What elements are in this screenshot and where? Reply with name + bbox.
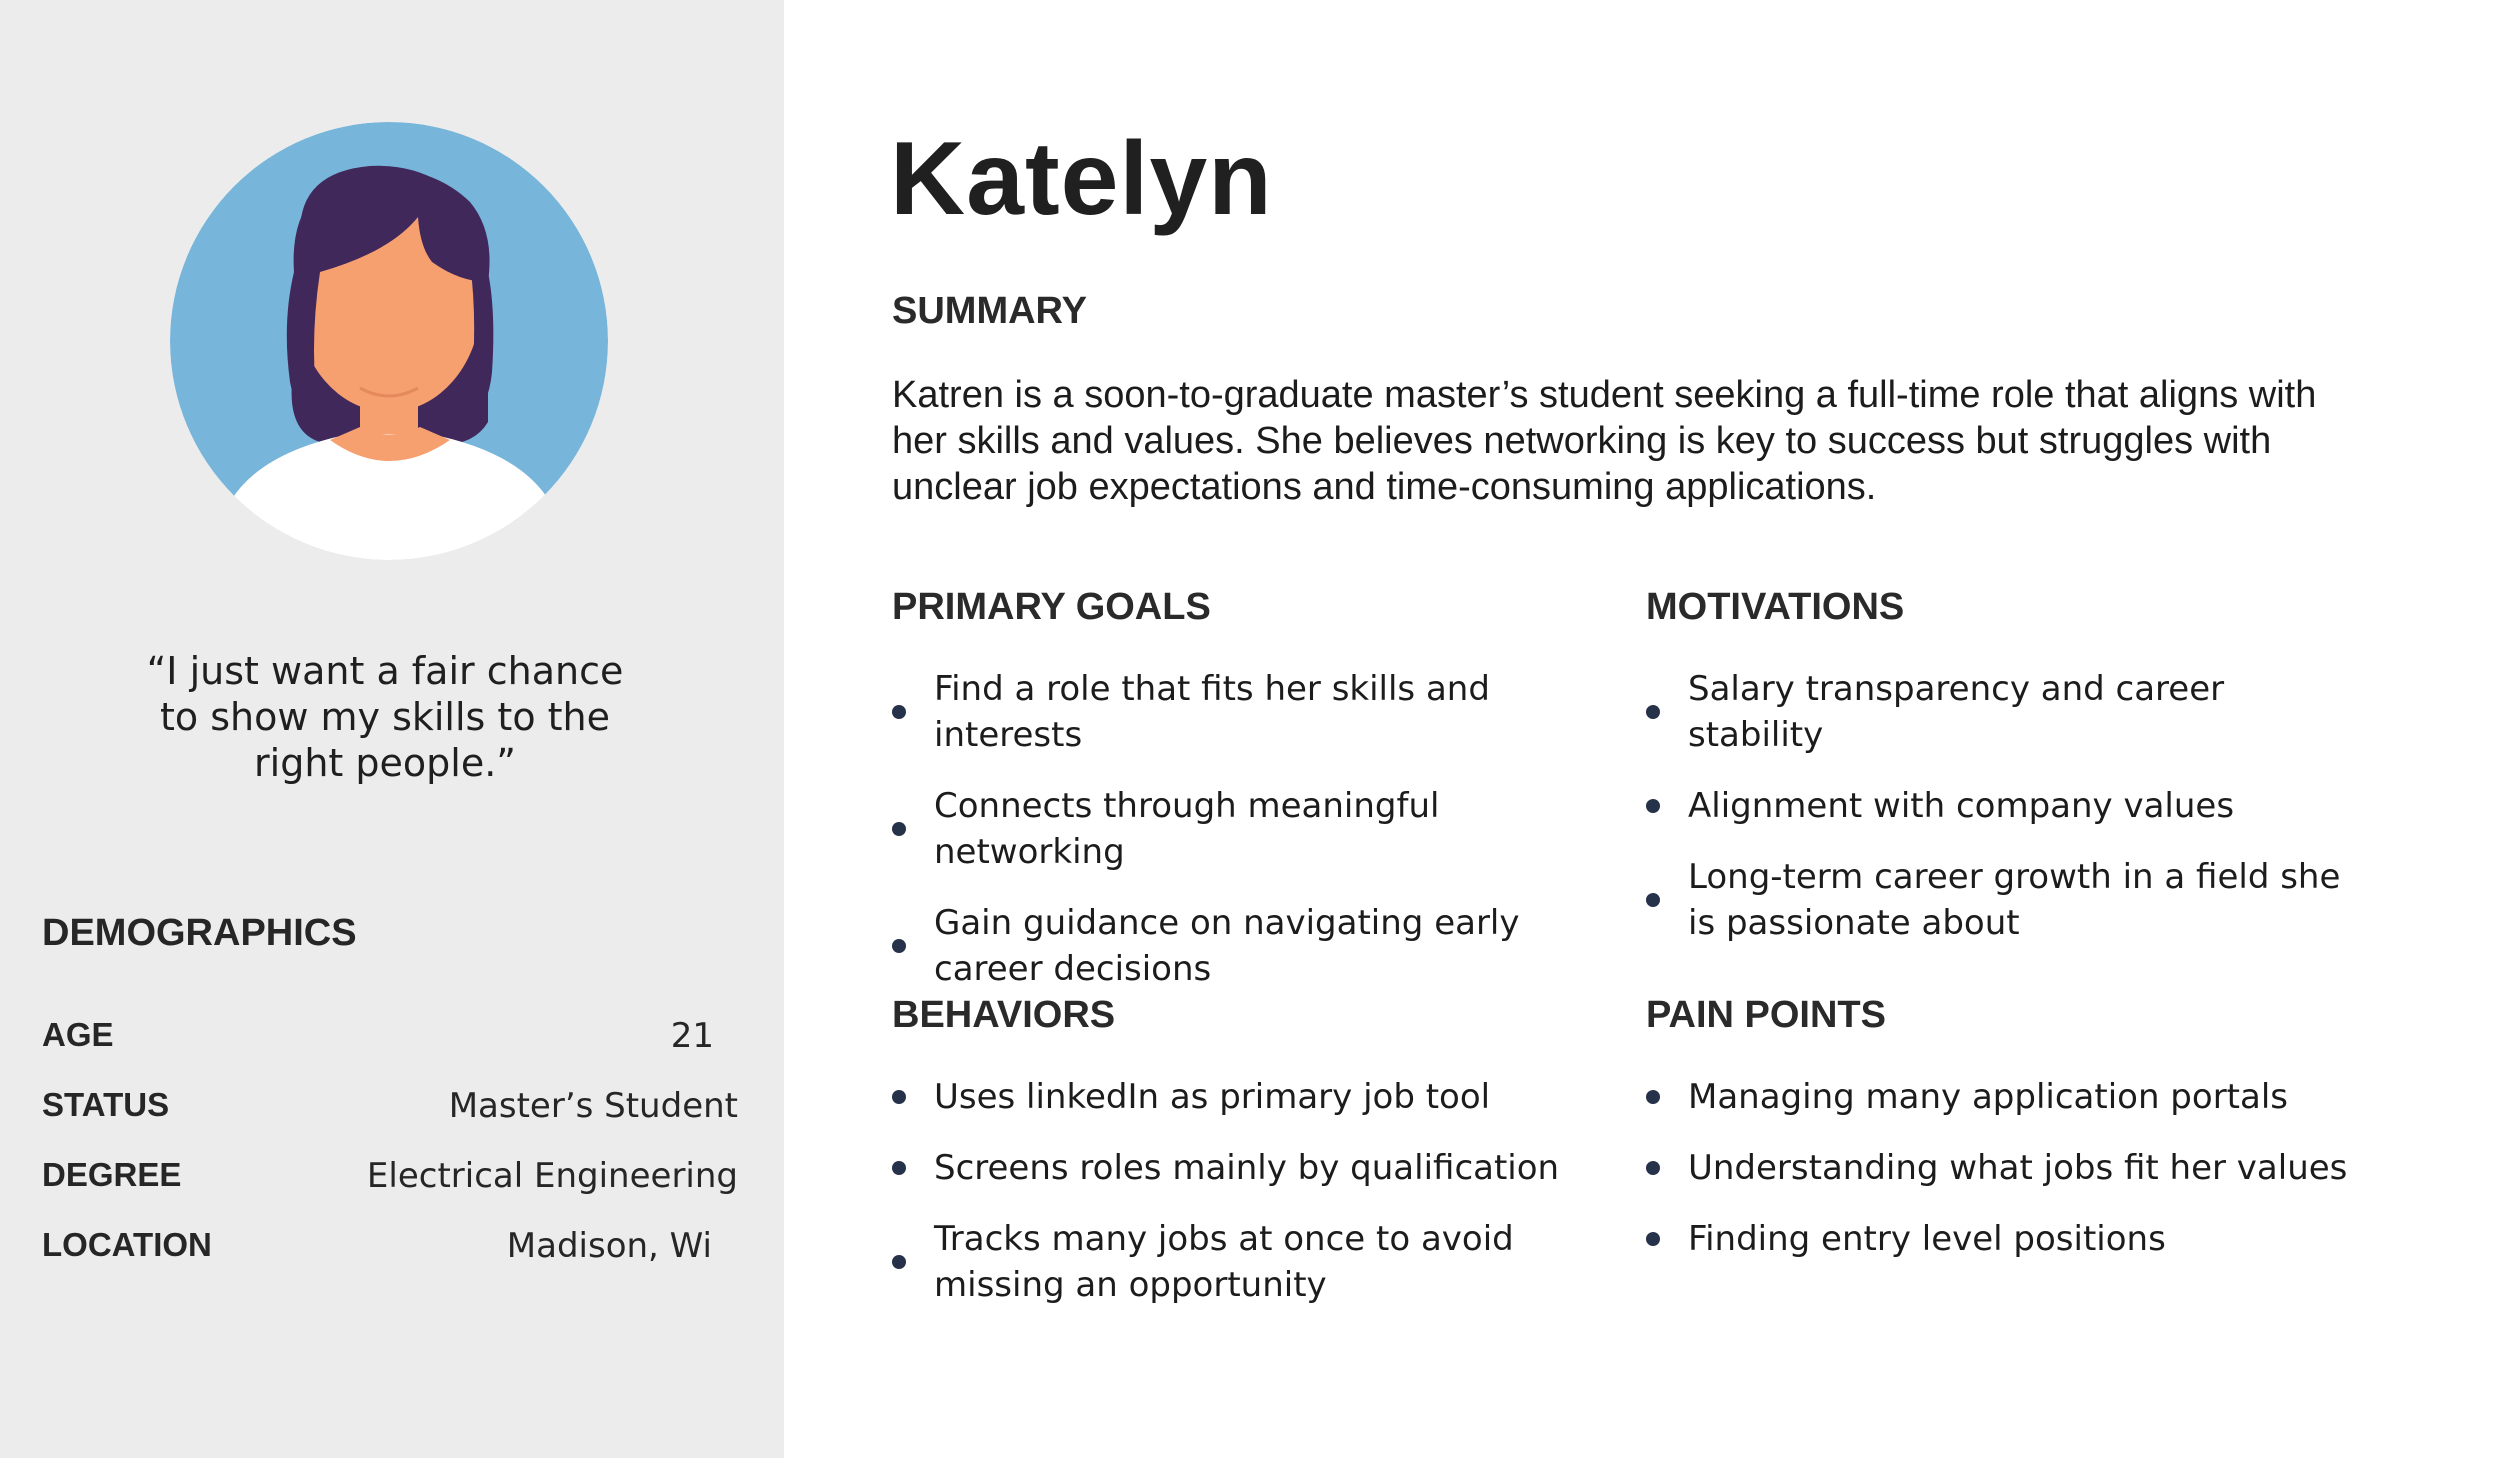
persona-quote: “I just want a fair chance to show my skills to the right people.” <box>146 649 624 785</box>
bullet-icon <box>1646 799 1660 813</box>
demographics-row-age <box>42 1016 738 1062</box>
demographics-label: DEGREE <box>42 1156 182 1193</box>
pain-points-heading: PAIN POINTS <box>1646 994 1886 1036</box>
bullet-icon <box>892 822 906 836</box>
avatar <box>170 122 608 560</box>
bullet-icon <box>892 939 906 953</box>
primary-goals-heading: PRIMARY GOALS <box>892 586 1211 628</box>
bullet-icon <box>1646 1090 1660 1104</box>
bullet-icon <box>1646 705 1660 719</box>
pain-points-list <box>1646 1074 2366 1287</box>
list-item: Connects through meaningful networking <box>892 783 1612 875</box>
list-item: Find a role that fits her skills and interests <box>892 666 1612 758</box>
list-item: Long-term career growth in a field she is passionate about <box>1646 854 2366 946</box>
bullet-icon <box>892 705 906 719</box>
demographics-row-location <box>42 1226 738 1272</box>
demographics-heading: DEMOGRAPHICS <box>42 912 357 954</box>
motivations-list <box>1646 666 2366 971</box>
bullet-icon <box>892 1255 906 1269</box>
demographics-value: Master’s Student <box>448 1086 738 1126</box>
persona-name: Katelyn <box>890 121 1273 237</box>
bullet-icon <box>1646 1232 1660 1246</box>
demographics-label: AGE <box>42 1016 114 1053</box>
behaviors-heading: BEHAVIORS <box>892 994 1116 1036</box>
avatar-illustration <box>170 122 608 560</box>
summary-text: Katren is a soon-to-graduate master’s student seeking a full-time role that aligns with her skills and values. She believes networking is key to success but struggles with unclear job expectations and time-consuming applications. <box>892 374 2317 508</box>
demographics-label: LOCATION <box>42 1226 212 1263</box>
demographics-value: Electrical Engineering <box>366 1156 738 1196</box>
list-item: Alignment with company values <box>1646 783 2366 829</box>
demographics-value: 21 <box>670 1016 714 1056</box>
list-item: Managing many application portals <box>1646 1074 2366 1120</box>
bullet-icon <box>1646 893 1660 907</box>
list-item: Salary transparency and career stability <box>1646 666 2366 758</box>
list-item: Finding entry level positions <box>1646 1216 2366 1262</box>
demographics-value: Madison, Wi <box>506 1226 712 1266</box>
summary-heading: SUMMARY <box>892 290 1087 332</box>
bullet-icon <box>892 1161 906 1175</box>
demographics-row-degree <box>42 1156 738 1202</box>
list-item: Tracks many jobs at once to avoid missing an opportunity <box>892 1216 1612 1308</box>
demographics-label: STATUS <box>42 1086 170 1123</box>
bullet-icon <box>892 1090 906 1104</box>
demographics-row-status <box>42 1086 738 1132</box>
list-item: Gain guidance on navigating early career decisions <box>892 900 1612 992</box>
motivations-heading: MOTIVATIONS <box>1646 586 1905 628</box>
list-item: Understanding what jobs fit her values <box>1646 1145 2366 1191</box>
behaviors-list <box>892 1074 1612 1333</box>
list-item: Screens roles mainly by qualification <box>892 1145 1612 1191</box>
profile-sidebar <box>0 0 784 1458</box>
bullet-icon <box>1646 1161 1660 1175</box>
list-item: Uses linkedIn as primary job tool <box>892 1074 1612 1120</box>
primary-goals-list <box>892 666 1612 1017</box>
